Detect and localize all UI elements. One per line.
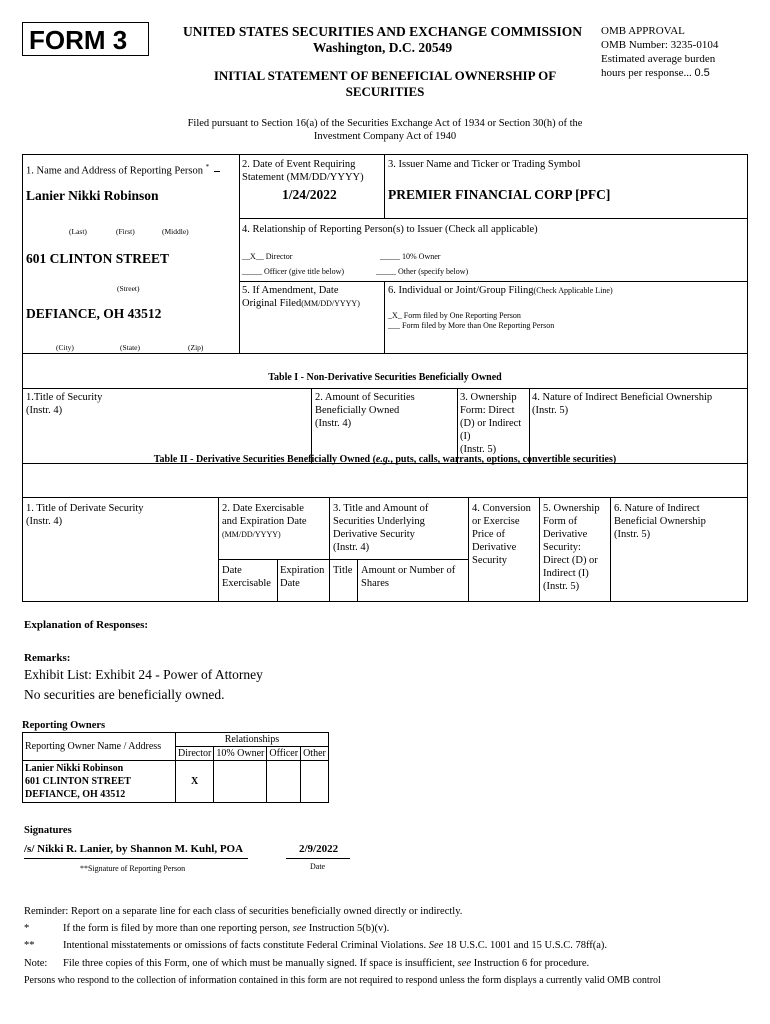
ten-pct-owner-checkbox[interactable]: _____ 10% Owner — [380, 252, 441, 261]
double-star-text: Intentional misstatements or omissions of facts constitute Federal Criminal Violations. See 18 U.S.C. 1001 and 15 U.S.C. 78ff(a). — [63, 940, 608, 951]
name-middle-label: (Middle) — [162, 227, 189, 236]
persons-text: Persons who respond to the collection of information contained in this form are not required to respond unless the form displays a currently valid OMB control — [24, 975, 661, 986]
owner-officer-mark — [267, 761, 301, 803]
omb-number: OMB Number: 3235-0104 — [601, 39, 719, 51]
grid-divider — [384, 154, 385, 218]
table-2-col-1: 1. Title of Derivate Security (Instr. 4) — [26, 503, 144, 527]
col-director: Director — [176, 747, 214, 761]
remark-line-2: No securities are beneficially owned. — [24, 687, 225, 702]
city-label: (City) — [56, 343, 74, 352]
underline-mark — [214, 171, 220, 172]
other-checkbox[interactable]: _____ Other (specify below) — [376, 267, 469, 276]
reminder-text: Reminder: Report on a separate line for each class of securities beneficially owned directly or indirectly. — [24, 906, 463, 917]
reporting-owners-label: Reporting Owners — [22, 720, 106, 731]
omb-burden-2: hours per response... — [601, 67, 692, 79]
remark-line-1: Exhibit List: Exhibit 24 - Power of Attorney — [24, 667, 263, 682]
table-1-col-1: 1.Title of Security (Instr. 4) — [26, 392, 103, 416]
table-1-col-3: 3. Ownership Form: Direct (D) or Indirect (I) (Instr. 5) — [460, 392, 522, 455]
omb-burden-value: 0.5 — [694, 67, 710, 79]
box1-label: 1. Name and Address of Reporting Person * — [26, 163, 210, 177]
signature-line — [24, 858, 248, 859]
remarks-label: Remarks: — [24, 652, 71, 664]
form-label: FORM 3 — [22, 22, 149, 56]
grid-divider — [384, 281, 385, 354]
agency-location: Washington, D.C. 20549 — [312, 40, 453, 55]
table-1-col-4: 4. Nature of Indirect Beneficial Ownership (Instr. 5) — [532, 392, 713, 416]
table-2-col-3: 3. Title and Amount of Securities Underlying Derivative Security (Instr. 4) — [333, 503, 429, 553]
explanation-label: Explanation of Responses: — [24, 619, 149, 631]
form-title-line-1: INITIAL STATEMENT OF BENEFICIAL OWNERSHIP OF — [213, 68, 557, 83]
table-2-divider — [610, 497, 611, 602]
zip-label: (Zip) — [188, 343, 204, 352]
date-caption: Date — [310, 862, 326, 871]
table-2-title-sub: Title — [333, 565, 353, 576]
filed-pursuant — [160, 117, 610, 143]
street-value: 601 CLINTON STREET — [26, 251, 170, 266]
reporting-person-name: Lanier Nikki Robinson — [26, 188, 159, 203]
omb-approval — [601, 24, 751, 80]
agency-name: UNITED STATES SECURITIES AND EXCHANGE COMMISSION — [183, 24, 582, 39]
omb-burden-1: Estimated average burden — [601, 53, 716, 65]
street-label: (Street) — [117, 284, 140, 293]
box3-label: 3. Issuer Name and Ticker or Trading Symbol — [388, 159, 581, 170]
table-2-divider — [329, 497, 330, 602]
grid-divider — [239, 218, 748, 219]
officer-checkbox[interactable]: _____ Officer (give title below) — [242, 267, 345, 276]
col-officer: Officer — [267, 747, 301, 761]
box1-mark: * — [205, 163, 210, 171]
table-1-rule — [22, 388, 748, 389]
one-person-option[interactable]: _X_ Form filed by One Reporting Person — [388, 311, 521, 320]
signature-value: /s/ Nikki R. Lanier, by Shannon M. Kuhl, POA — [24, 843, 244, 855]
table-2-col-6: 6. Nature of Indirect Beneficial Ownership (Instr. 5) — [614, 503, 706, 540]
double-star-marker: ** — [24, 940, 35, 951]
owner-director-mark: X — [176, 761, 214, 803]
col-ten-pct-owner: 10% Owner — [214, 747, 267, 761]
table-2-date-exercisable: Date Exercisable — [222, 565, 271, 589]
agency-header — [170, 24, 595, 56]
table-2-sub-rule — [218, 559, 468, 560]
note-text: File three copies of this Form, one of which must be manually signed. If space is insufficient, see Instruction 6 for procedure. — [63, 958, 590, 969]
filed-pursuant-line-2: Investment Company Act of 1940 — [313, 131, 457, 142]
name-first-label: (First) — [116, 227, 135, 236]
table-2-divider — [468, 497, 469, 602]
grid-divider — [239, 281, 748, 282]
grid-divider — [239, 154, 240, 354]
multi-person-option[interactable]: ___ Form filed by More than One Reporting Person — [388, 321, 555, 330]
box5-label: 5. If Amendment, Date Original Filed(MM/DD/YYYY) — [242, 285, 360, 309]
col-other: Other — [301, 747, 329, 761]
city-value: DEFIANCE, OH 43512 — [26, 306, 162, 321]
filed-pursuant-line-1: Filed pursuant to Section 16(a) of the Securities Exchange Act of 1934 or Section 30(h) of the — [187, 118, 583, 129]
issuer-name: PREMIER FINANCIAL CORP [PFC] — [388, 187, 611, 202]
name-last-label: (Last) — [69, 227, 87, 236]
note-marker: Note: — [24, 958, 48, 969]
table-2-expiration-date: Expiration Date — [280, 565, 325, 589]
date-line — [286, 858, 350, 859]
box2-label: 2. Date of Event Requiring Statement (MM/DD/YYYY) — [242, 159, 364, 183]
table-row — [23, 761, 329, 803]
star-text: If the form is filed by more than one reporting person, see Instruction 5(b)(v). — [63, 923, 390, 934]
omb-approval-title: OMB APPROVAL — [601, 25, 685, 37]
state-label: (State) — [120, 343, 140, 352]
owner-name-header: Reporting Owner Name / Address — [23, 733, 176, 761]
director-checkbox[interactable]: __X__ Director — [242, 252, 293, 261]
table-2-sub-divider — [277, 559, 278, 602]
owner-ten-pct-mark — [214, 761, 267, 803]
signatures-label: Signatures — [24, 825, 72, 836]
table-2-title: Table II - Derivative Securities Beneficially Owned (e.g., puts, calls, warrants, options, convertible securities) — [153, 454, 617, 465]
table-2-col-2: 2. Date Exercisable and Expiration Date (MM/DD/YYYY) — [222, 503, 307, 539]
table-1-title: Table I - Non-Derivative Securities Beneficially Owned — [268, 372, 502, 383]
table-2-rule — [22, 497, 748, 498]
owner-other-mark — [301, 761, 329, 803]
box6-label: 6. Individual or Joint/Group Filing(Check Applicable Line) — [388, 285, 613, 296]
form-title — [195, 68, 575, 100]
star-marker: * — [24, 923, 30, 934]
table-2-sub-divider — [357, 559, 358, 602]
table-2-divider — [218, 497, 219, 602]
signature-caption: **Signature of Reporting Person — [80, 864, 186, 873]
table-2-amount-sub: Amount or Number of Shares — [361, 565, 456, 589]
reporting-owners-table — [22, 732, 329, 803]
owner-name-address: Lanier Nikki Robinson 601 CLINTON STREET DEFIANCE, OH 43512 — [23, 761, 176, 803]
relationships-header: Relationships — [176, 733, 329, 747]
table-2-divider — [539, 497, 540, 602]
box4-label: 4. Relationship of Reporting Person(s) to Issuer (Check all applicable) — [242, 224, 538, 235]
form-title-line-2: SECURITIES — [345, 84, 425, 99]
signature-date: 2/9/2022 — [299, 843, 339, 855]
table-2-col-4: 4. Conversion or Exercise Price of Derivative Security — [472, 503, 531, 566]
event-date: 1/24/2022 — [282, 187, 337, 202]
table-1-col-2: 2. Amount of Securities Beneficially Owned (Instr. 4) — [315, 392, 415, 429]
table-2-col-5: 5. Ownership Form of Derivative Security: Direct (D) or Indirect (I) (Instr. 5) — [543, 503, 600, 592]
